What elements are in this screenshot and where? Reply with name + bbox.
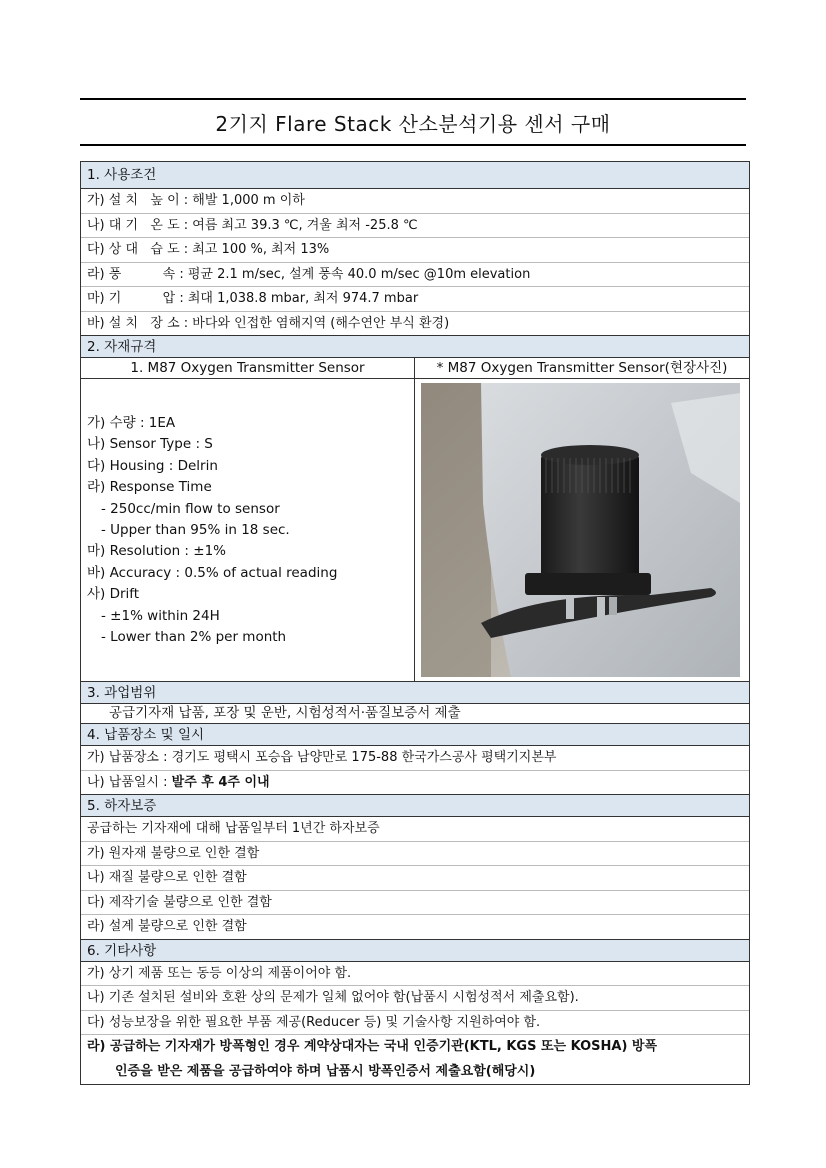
delivery-date-row [81,771,749,796]
misc-row: 가) 상기 제품 또는 동등 이상의 제품이어야 함. [81,962,749,987]
misc-row-bold: 라) 공급하는 기자재가 방폭형인 경우 계약상대자는 국내 인증기관(KTL, KGS 또는 KOSHA) 방폭 [87,1039,658,1054]
spec-table [80,161,750,1085]
misc-row-bold-cont: 인증을 받은 제품을 공급하여야 하며 납품시 방폭인증서 제출요함(해당시) [115,1063,536,1079]
warranty-row: 나) 재질 불량으로 인한 결함 [81,866,749,891]
sensor-photo-image [421,383,740,677]
spec-subitem: - Lower than 2% per month [101,628,287,645]
spec-item: 나) Sensor Type : S [87,436,213,453]
spec-subitem: - ±1% within 24H [101,607,220,624]
condition-row: 라) 풍 속 : 평균 2.1 m/sec, 설계 풍속 40.0 m/sec @10m elevation [81,263,749,288]
spec-item: 바) Accuracy : 0.5% of actual reading [87,564,338,581]
section-header-conditions: 1. 사용조건 [81,162,749,189]
sensor-spec-list [81,379,414,681]
condition-row: 마) 기 압 : 최대 1,038.8 mbar, 최저 974.7 mbar [81,287,749,312]
spec-subitem: - 250cc/min flow to sensor [101,500,280,517]
section-header-delivery: 4. 납품장소 및 일시 [81,724,749,746]
spec-columns [81,358,749,682]
delivery-date-label: 나) 납품일시 : [87,774,172,790]
title-rule-top [80,98,746,100]
delivery-place-row: 가) 납품장소 : 경기도 평택시 포승읍 남양만로 175-88 한국가스공사 평택기지본부 [81,746,749,771]
sensor-photo [415,379,749,681]
spec-subitem: - Upper than 95% in 18 sec. [101,521,290,538]
sensor-spec-title: 1. M87 Oxygen Transmitter Sensor [81,358,414,379]
warranty-row: 라) 설계 불량으로 인한 결함 [81,915,749,940]
warranty-row: 공급하는 기자재에 대해 납품일부터 1년간 하자보증 [81,817,749,842]
title-rule-bottom [80,144,746,146]
spec-item: 마) Resolution : ±1% [87,543,226,560]
sensor-photo-title: * M87 Oxygen Transmitter Sensor(현장사진) [415,358,749,379]
spec-item: 다) Housing : Delrin [87,457,218,474]
condition-row: 나) 대 기 온 도 : 여름 최고 39.3 ℃, 겨울 최저 -25.8 ℃ [81,214,749,239]
section-header-specs: 2. 자재규격 [81,336,749,358]
section-header-warranty: 5. 하자보증 [81,795,749,817]
page-title: 2기지 Flare Stack 산소분석기용 센서 구매 [215,112,611,136]
spec-left-column [81,358,415,681]
misc-row: 나) 기존 설치된 설비와 호환 상의 문제가 일체 없어야 함(납품시 시험성적서 제출요함). [81,986,749,1011]
condition-row: 바) 설 치 장 소 : 바다와 인접한 염해지역 (해수연안 부식 환경) [81,312,749,337]
spec-item: 가) 수량 : 1EA [87,415,176,431]
condition-row: 가) 설 치 높 이 : 해발 1,000 m 이하 [81,189,749,214]
misc-row: 다) 성능보장을 위한 필요한 부품 제공(Reducer 등) 및 기술사항 지원하여야 함. [81,1011,749,1036]
delivery-date-value: 발주 후 4주 이내 [171,774,270,790]
spec-item: 사) Drift [87,586,140,603]
condition-row: 다) 상 대 습 도 : 최고 100 %, 최저 13% [81,238,749,263]
warranty-row: 다) 제작기술 불량으로 인한 결함 [81,891,749,916]
section-header-scope: 3. 과업범위 [81,682,749,704]
spec-item: 라) Response Time [87,479,212,496]
scope-text: 공급기자재 납품, 포장 및 운반, 시험성적서·품질보증서 제출 [81,704,749,724]
section-header-misc: 6. 기타사항 [81,940,749,962]
warranty-row: 가) 원자재 불량으로 인한 결함 [81,842,749,867]
spec-right-column [415,358,749,681]
